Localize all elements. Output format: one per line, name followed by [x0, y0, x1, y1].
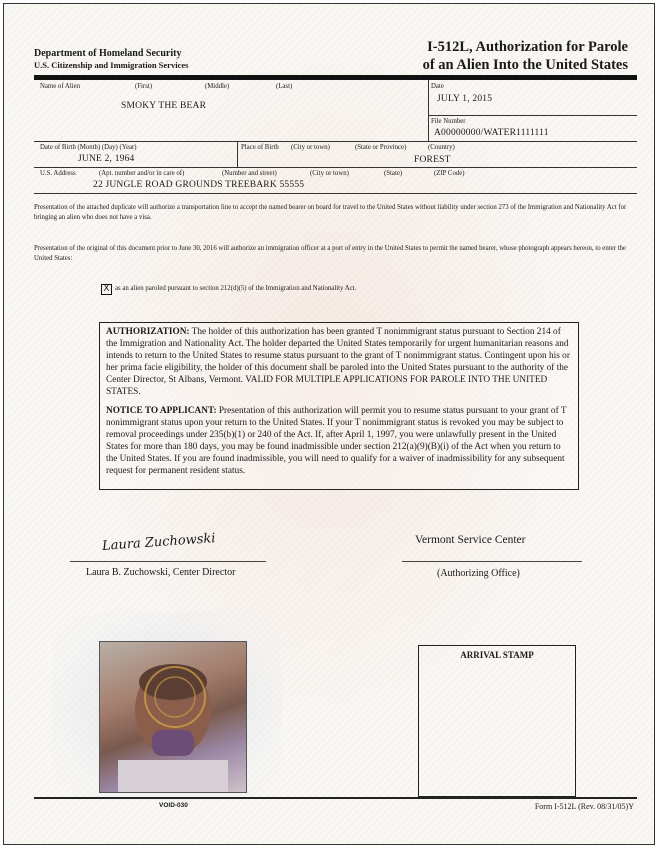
office-line	[402, 561, 582, 562]
pob-country-label: (Country)	[428, 144, 455, 151]
address-value: 22 JUNGLE ROAD GROUNDS TREEBARK 55555	[93, 180, 305, 190]
agency-name: Department of Homeland Security	[34, 48, 182, 59]
parole-document	[3, 3, 655, 845]
agency-subname: U.S. Citizenship and Immigration Services	[34, 60, 189, 70]
authorization-paragraph	[106, 327, 572, 398]
divider	[428, 80, 429, 142]
parole-checkbox: X	[101, 284, 112, 295]
state-label: (State)	[384, 170, 403, 177]
checkbox-text: as an alien paroled pursuant to section 212(d)(5) of the Immigration and Nationality Act.	[115, 285, 357, 292]
bottom-rule	[34, 797, 637, 799]
signer-name: Laura B. Zuchowski, Center Director	[86, 567, 236, 578]
bearer-photo-image	[100, 642, 246, 792]
office-label: (Authorizing Office)	[437, 568, 520, 579]
name-value: SMOKY THE BEAR	[121, 101, 207, 111]
authorization-text: The holder of this authorization has been granted T nonimmigrant status pursuant to Section 214 of the Immigration and Nationality Act. The holder departed the United States temporarily for urgent humanitarian reasons and intends to return to the United States to resume status pursuant to the grant of T nonimmigrant status. Contingent upon his or her prima facie eligibility, the holder of this document shall be paroled into the United States pursuant to the authority of the Center Director, St Albans, Vermont. VALID FOR MULTIPLE APPLICATIONS FOR PAROLE INTO THE UNITED STATES.	[106, 327, 570, 397]
pob-city-label: (City or town)	[291, 144, 330, 151]
file-number-label: File Number	[431, 118, 466, 125]
dob-label: Date of Birth (Month) (Day) (Year)	[40, 144, 137, 151]
apt-label: (Apt. number and/or in care of)	[99, 170, 185, 177]
form-title-line1: I-512L, Authorization for Parole	[427, 39, 628, 55]
divider	[34, 193, 637, 194]
pob-label: Place of Birth	[241, 144, 279, 151]
notice-text: Presentation of this authorization will permit you to resume status pursuant to your grant of T nonimmigrant status upon your return to the United States. If your T nonimmigrant status is revoked you may be subject to removal proceedings under 235(b)(1) or 240 of the Act. If, after April 1, 1997, you were unlawfully present in the United States for more than 180 days, you may be found inadmissible under section 212(a)(9)(B)(i) of the Act when you return to the United States. If you are found inadmissible, you will need to qualify for a waiver of inadmissibility for any subsequent request for permanent resident status.	[106, 406, 567, 476]
signature-line	[70, 561, 266, 562]
notice-paragraph	[106, 406, 572, 477]
divider	[34, 167, 637, 168]
form-title-line2: of an Alien Into the United States	[422, 57, 628, 73]
date-value: JULY 1, 2015	[437, 94, 493, 104]
arrival-stamp-box	[418, 645, 576, 797]
handwritten-signature: Laura Zuchowski	[101, 531, 216, 554]
divider	[34, 141, 637, 142]
middle-label: (Middle)	[205, 83, 230, 90]
divider	[428, 115, 637, 116]
transport-paragraph: Presentation of the attached duplicate will authorize a transportation line to accept the named bearer on board for travel to the United States without liability under section 273 of the Immigration and Nationality Act for bringing an alien who does not have a visa.	[34, 204, 627, 221]
authorization-box	[99, 322, 579, 490]
first-label: (First)	[135, 83, 152, 90]
bearer-photo	[99, 641, 247, 793]
entry-paragraph: Presentation of the original of this document prior to June 30, 2016 will authorize an immigration officer at a port of entry in the United States to permit the named bearer, whose photograph appears hereon, to enter the United States:	[34, 245, 626, 262]
photo-caption: VOID-030	[159, 802, 188, 809]
date-label: Date	[431, 83, 444, 90]
city-label: (City or town)	[310, 170, 349, 177]
zip-label: (ZIP Code)	[434, 170, 465, 177]
address-label: U.S. Address	[40, 170, 76, 177]
authorization-heading: AUTHORIZATION:	[106, 327, 190, 337]
notice-heading: NOTICE TO APPLICANT:	[106, 406, 217, 417]
street-label: (Number and street)	[222, 170, 277, 177]
dob-value: JUNE 2, 1964	[78, 154, 135, 164]
pob-value: FOREST	[414, 155, 451, 165]
name-label: Name of Alien	[40, 83, 81, 90]
form-revision: Form I-512L (Rev. 08/31/05)Y	[534, 802, 634, 811]
office-name: Vermont Service Center	[415, 534, 526, 546]
file-number-value: A00000000/WATER1111111	[434, 128, 549, 138]
header-rule	[34, 75, 637, 80]
pob-state-label: (State or Province)	[355, 144, 407, 151]
form-title	[368, 38, 628, 74]
arrival-stamp-label: ARRIVAL STAMP	[460, 650, 534, 660]
divider	[237, 141, 238, 167]
last-label: (Last)	[276, 83, 293, 90]
